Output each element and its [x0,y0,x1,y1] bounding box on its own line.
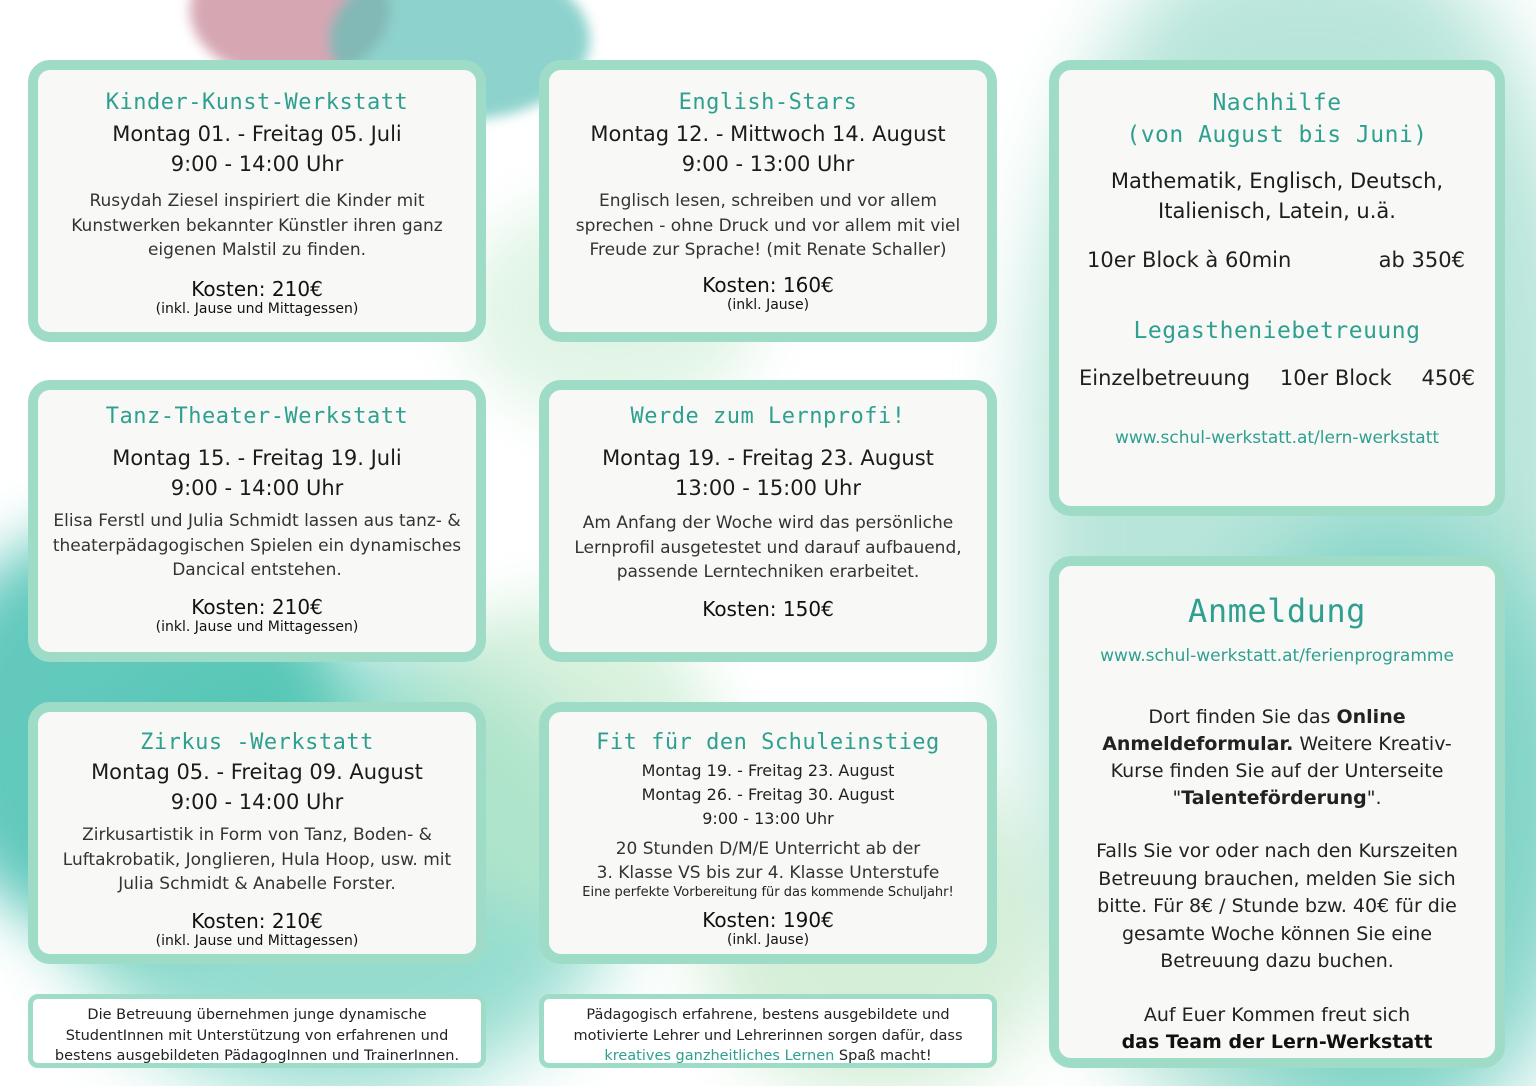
course-date: Montag 19. - Freitag 23. August [641,761,895,780]
course-time: 9:00 - 14:00 Uhr [170,152,344,176]
course-cost: Kosten: 210€ [191,908,323,933]
course-description: Am Anfang der Woche wird das persönliche Lernprofil ausgetestet und darauf aufbauend, passende Lerntechniken erarbeitet. [574,513,962,582]
anmeldung-closing: Auf Euer Kommen freut sich [1143,1003,1411,1026]
course-time: 13:00 - 15:00 Uhr [675,476,861,500]
nachhilfe-subtitle: (von August bis Juni) [1126,122,1428,148]
course-date: Montag 19. - Freitag 23. August [602,446,934,470]
course-description: Zirkusartistik in Form von Tanz, Boden- & Luftakrobatik, Jonglieren, Hula Hoop, usw. mit Julia Schmidt & Anabelle Forster. [62,825,452,894]
anmeldung-paragraph-1 [1097,704,1457,812]
course-description-3: Eine perfekte Vorbereitung für das kommende Schuljahr! [582,885,954,900]
legasthenie-title: Legastheniebetreuung [1133,318,1421,344]
course-description: Englisch lesen, schreiben und vor allem sprechen - ohne Druck und vor allem mit viel Freude zur Sprache! (mit Renate Schaller) [575,191,961,260]
block-label: 10er Block à 60min [1087,248,1292,272]
p1-text: Dort finden Sie das [1148,706,1337,728]
course-cost-note: (inkl. Jause und Mittagessen) [155,300,359,317]
einzel-block: 10er Block [1279,366,1392,390]
note-text-2: Spaß macht! [834,1048,932,1064]
nachhilfe-title: Nachhilfe [1212,90,1342,116]
course-date-2: Montag 26. - Freitag 30. August [641,785,895,804]
course-date: Montag 15. - Freitag 19. Juli [112,446,402,470]
lern-werkstatt-link[interactable]: www.schul-werkstatt.at/lern-werkstatt [1114,428,1440,448]
course-description: 20 Stunden D/M/E Unterricht ab der [615,839,921,859]
course-date: Montag 01. - Freitag 05. Juli [112,122,402,146]
course-time: 9:00 - 13:00 Uhr [702,809,834,828]
course-cost-note: (inkl. Jause) [726,296,810,313]
course-card-english [539,60,997,342]
note-text: Pädagogisch erfahrene, bestens ausgebildete und motivierte Lehrer und Lehrerinnen sorgen dafür, dass [573,1007,963,1044]
note-text: Die Betreuung übernehmen junge dynamische StudentInnen mit Unterstützung von erfahrenen und bestens ausgebildeten PädagogInnen und TrainerInnen. [54,1007,460,1064]
nachhilfe-subjects: Mathematik, Englisch, Deutsch, Italienisch, Latein, u.ä. [1110,169,1444,223]
course-card-schuleinstieg [539,702,997,964]
nachhilfe-card [1049,60,1505,516]
course-time: 9:00 - 14:00 Uhr [170,476,344,500]
einzel-row [1079,366,1475,390]
course-cost-note: (inkl. Jause und Mittagessen) [155,618,359,635]
course-card-lernprofi [539,380,997,662]
course-card-tanz [28,380,486,662]
course-title: Tanz-Theater-Werkstatt [105,404,409,429]
course-cost-note: (inkl. Jause und Mittagessen) [155,932,359,949]
p1-text-2: Weitere Kreativ-Kurse finden Sie auf der Unterseite " [1110,733,1452,809]
course-title: English-Stars [678,90,858,115]
course-description-2: 3. Klasse VS bis zur 4. Klasse Unterstufe [596,863,940,883]
ferienprogramme-link[interactable]: www.schul-werkstatt.at/ferienprogramme [1100,646,1454,666]
anmeldung-card [1049,556,1505,1068]
course-title: Kinder-Kunst-Werkstatt [105,90,409,115]
anmeldung-paragraph-2: Falls Sie vor oder nach den Kurszeiten Betreuung brauchen, melden Sie sich bitte. Für 8€ / Stunde bzw. 40€ für die gesamte Woche können Sie eine Betreuung dazu buchen. [1096,840,1458,972]
course-description: Rusydah Ziesel inspiriert die Kinder mit Kunstwerken bekannter Künstler ihren ganz eigenen Malstil zu finden. [71,191,443,260]
course-date: Montag 12. - Mittwoch 14. August [590,122,946,146]
course-title: Fit für den Schuleinstieg [596,730,940,755]
course-cost: Kosten: 210€ [191,594,323,619]
course-cost: Kosten: 150€ [702,596,834,621]
course-date: Montag 05. - Freitag 09. August [91,760,423,784]
course-card-kunst [28,60,486,342]
block-price: ab 350€ [1378,248,1465,272]
course-description: Elisa Ferstl und Julia Schmidt lassen aus tanz- & theaterpädagogischen Spielen ein dynamisches Dancical entstehen. [52,511,462,580]
einzel-label: Einzelbetreuung [1079,366,1251,390]
course-title: Zirkus -Werkstatt [140,730,374,755]
online-form-text: Online Anmeldeformular. [1102,706,1406,755]
anmeldung-title: Anmeldung [1188,592,1366,630]
talentefoerderung-text: Talenteförderung [1181,787,1367,809]
course-cost: Kosten: 160€ [702,272,834,297]
course-cost: Kosten: 190€ [702,908,834,932]
nachhilfe-block-row [1087,248,1465,272]
note-betreuung [28,994,486,1068]
anmeldung-team: das Team der Lern-Werkstatt [1121,1030,1433,1053]
einzel-price: 450€ [1421,366,1475,390]
course-time: 9:00 - 14:00 Uhr [170,790,344,814]
course-title: Werde zum Lernprofi! [630,404,906,429]
kreatives-lernen-text: kreatives ganzheitliches Lernen [604,1048,835,1064]
course-time: 9:00 - 13:00 Uhr [681,152,855,176]
note-paedagogik [539,994,997,1068]
course-cost: Kosten: 210€ [191,276,323,301]
p1-text-3: ". [1366,787,1382,809]
course-card-zirkus [28,702,486,964]
course-cost-note: (inkl. Jause) [726,932,810,948]
